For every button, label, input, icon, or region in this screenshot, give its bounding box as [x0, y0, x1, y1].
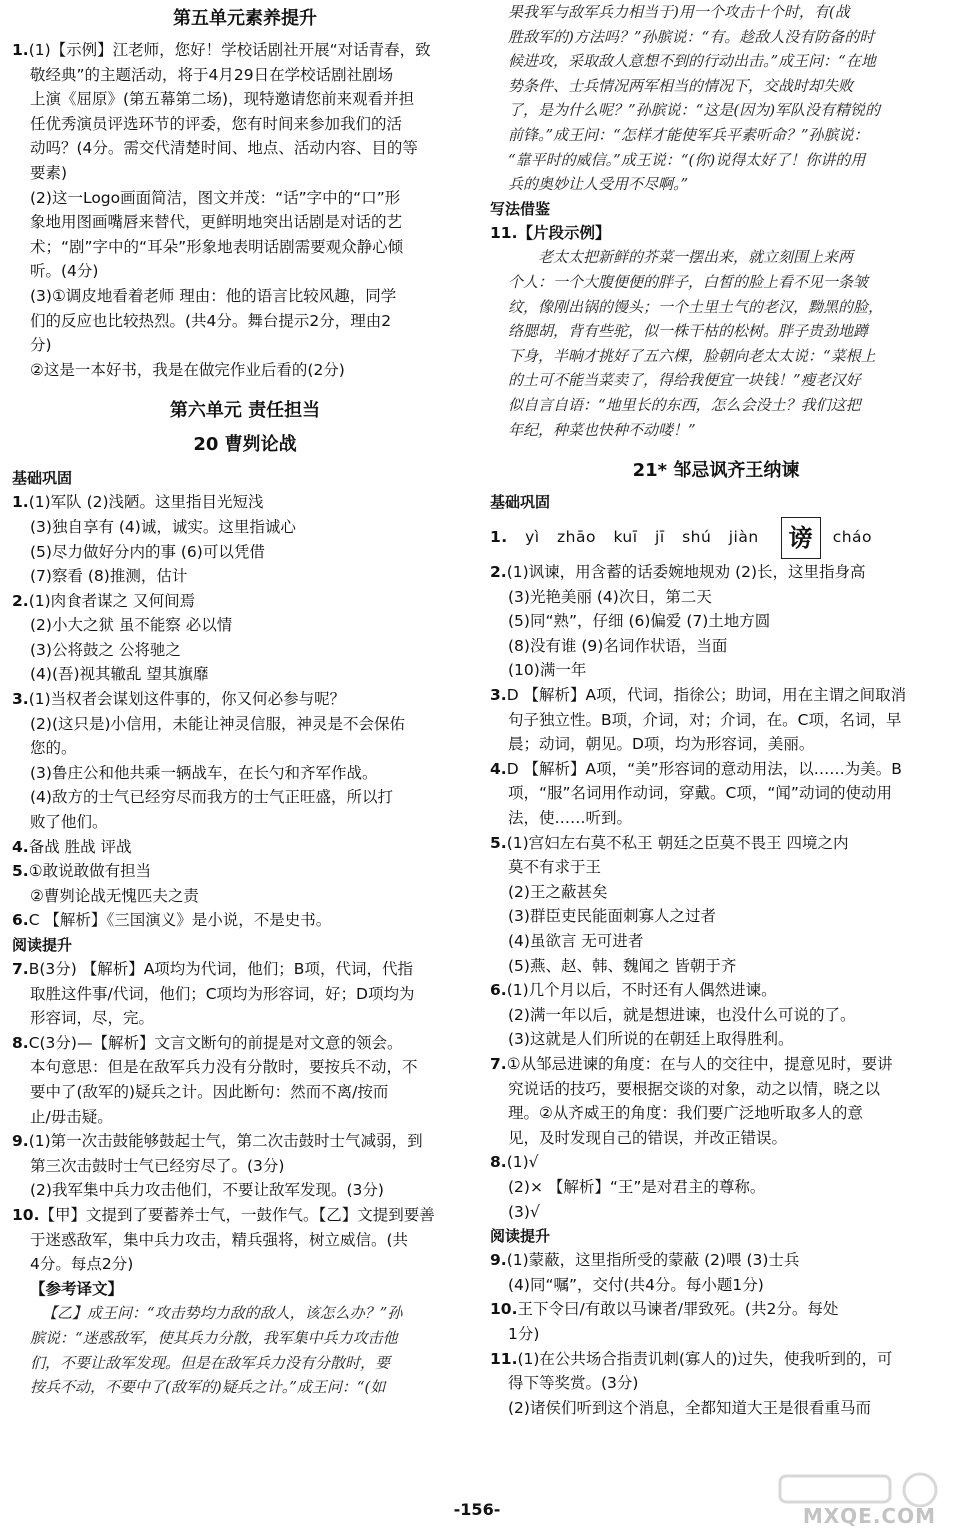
passage-line: 老太太把新鲜的芥菜一摆出来，就立刻围上来两 — [538, 248, 854, 267]
section-reading: 阅读提升 — [490, 1227, 551, 1246]
answer-line: C 【解析】《三国演义》是小说，不是史书。 — [28, 911, 332, 930]
answer-line: (4)虽欲言 无可进者 — [508, 932, 644, 950]
unit6-title: 第六单元 责任担当 — [169, 400, 321, 422]
question-first-line — [490, 560, 942, 585]
answer-line: (1)讽谏，用含蓄的话委婉地规劝 (2)长，这里指身高 — [506, 563, 866, 582]
translation-line: 胜敌军的)方法吗？”孙膑说：“有。趁敌人没有防备的时 — [508, 27, 875, 46]
translation-line: 兵的奥妙让人受用不尽啊。” — [508, 175, 689, 194]
answer-line: 形容词，尽，完。 — [30, 1009, 155, 1028]
answer-line: 动吗？(4分。需交代清楚时间、地点、活动内容、目的等 — [30, 139, 418, 158]
boxed-character: 谤 — [781, 517, 821, 559]
question-first-line — [12, 908, 478, 933]
question-item — [490, 560, 942, 683]
page-number: -156- — [453, 1500, 501, 1519]
answer-line: (3)群臣吏民能面刺寡人之过者 — [508, 907, 716, 926]
answer-line: (1)军队 (2)浅陋。这里指目光短浅 — [28, 493, 264, 512]
pinyin: shú — [682, 528, 712, 547]
answer-line: 们的反应也比较热烈。(共4分。舞台提示2分，理由2 — [30, 311, 392, 330]
question-item — [12, 859, 478, 908]
question-number: 4. — [12, 837, 29, 856]
answer-line: (2)这一Logo画面简洁，图文并茂：“话”字中的“口”形 — [30, 188, 401, 207]
answer-line: 听。(4分) — [30, 262, 99, 281]
answer-line: 术；“剧”字中的“耳朵”形象地表明话剧需要观众静心倾 — [30, 237, 404, 256]
answer-line: 备战 胜战 评战 — [28, 837, 132, 856]
question-item — [12, 1203, 478, 1277]
left-reading-list — [12, 957, 478, 1277]
translation-line: 了，是为什么呢？”孙膑说：“这是(因为)军队没有精锐的 — [508, 101, 881, 120]
answer-line: (5)燕、赵、韩、魏闻之 皆朝于齐 — [508, 956, 737, 975]
answer-line: (8)没有谁 (9)名词作状语，当面 — [508, 636, 728, 655]
answer-line: 上演《屈原》(第五幕第二场)，现特邀请您前来观看并担 — [30, 90, 415, 109]
question-first-line — [490, 1297, 942, 1322]
answer-line: (1)【示例】江老师，您好！学校话剧社开展“对话青春，致 — [28, 41, 431, 59]
translation-line: 【乙】成王问：“攻击势均力敌的敌人，该怎么办？”孙 — [42, 1304, 403, 1323]
question-first-line — [12, 859, 478, 884]
answer-line: 究说话的技巧，要根据交谈的对象，动之以情，晓之以 — [508, 1079, 881, 1098]
question-first-line — [12, 589, 478, 614]
question-number: 3. — [12, 690, 29, 709]
lesson20-title: 20 曹刿论战 — [193, 434, 297, 456]
answer-line: ①从邹忌进谏的角度：在与人的交往中，提意见时，要讲 — [506, 1054, 893, 1073]
answer-line: (4)敌方的士气已经穷尽而我方的士气正旺盛，所以打 — [30, 788, 393, 807]
question-first-line — [490, 757, 942, 782]
reference-translation-title: 【参考译文】 — [30, 1279, 124, 1298]
left-basic-list — [12, 490, 478, 933]
answer-line: 得下等奖赏。(3分) — [508, 1374, 639, 1393]
answer-line: 要中了(敌军的)疑兵之计。因此断句：然而不离/按而 — [30, 1082, 389, 1101]
answer-line: (4)(吾)视其辙乱 望其旗靡 — [30, 665, 209, 684]
question-number: 9. — [12, 1132, 29, 1151]
answer-line: 王下令曰/有敢以马谏者/罪致死。(共2分。每处 — [517, 1300, 839, 1319]
question-first-line — [490, 831, 942, 856]
translation-line: 果我军与敌军兵力相当于)用一个攻击十个时，有(战 — [508, 3, 850, 21]
answer-line: (5)尽力做好分内的事 (6)可以凭借 — [30, 542, 265, 561]
question-number: 8. — [490, 1153, 507, 1172]
answer-line: 见，及时发现自己的错误，并改正错误。 — [508, 1128, 788, 1147]
answer-line: 第三次击鼓时士气已经穷尽了。(3分) — [30, 1156, 285, 1175]
answer-line: (1)√ — [506, 1153, 539, 1172]
question-number: 7. — [490, 1054, 507, 1073]
passage-line: 的土可不能当菜卖了，得给我便宜一块钱！”瘦老汉好 — [508, 371, 861, 390]
question-item — [490, 683, 942, 757]
answer-line: 句子独立性。B项，介词，对；介词，在。C项，名词，早 — [508, 710, 902, 729]
question-item — [490, 1347, 942, 1421]
question-item — [490, 1248, 942, 1297]
answer-line: (3)①调皮地看着老师 理由：他的语言比较风趣，同学 — [30, 286, 397, 305]
translation-line: 按兵不动，不要中了(敌军的)疑兵之计。”成王问：“(如 — [30, 1378, 386, 1397]
answer-line: (3)鲁庄公和他共乘一辆战车，在长勺和齐军作战。 — [30, 763, 378, 782]
right-basic-list — [490, 560, 942, 1224]
answer-line: (1)当权者会谋划这件事的，你又何必参与呢？ — [28, 690, 346, 709]
answer-line: ①敢说敢做有担当 — [28, 862, 152, 881]
right-column — [490, 0, 942, 1420]
answer-line: C(3分)—【解析】文言文断句的前提是对文意的领会。 — [28, 1033, 403, 1052]
question-number: 2. — [12, 591, 29, 610]
answer-line: 取胜这件事/代词，他们；C项均为形容词，好；D项均为 — [30, 984, 415, 1003]
question-number: 4. — [490, 759, 507, 778]
question-first-line — [490, 1248, 942, 1273]
lesson21-title: 21* 邹忌讽齐王纳谏 — [632, 460, 800, 482]
pinyin: jiàn — [728, 528, 759, 547]
answer-line: B(3分) 【解析】A项均为代词，他们；B项，代词，代指 — [28, 960, 413, 978]
answer-line: 您的。 — [30, 739, 77, 758]
answer-line: 分) — [30, 336, 52, 355]
question-item — [490, 757, 942, 831]
question-number: 2. — [490, 563, 507, 582]
answer-line: 理。②从齐威王的角度：我们要广泛地听取多人的意 — [508, 1104, 863, 1123]
question-first-line — [12, 1031, 478, 1056]
question-number: 10. — [12, 1205, 40, 1224]
answer-line: (1)蒙蔽，这里指所受的蒙蔽 (2)喂 (3)士兵 — [506, 1251, 800, 1270]
translation-line: 候进攻，采取敌人意想不到的行动出击。”成王问：“在地 — [508, 52, 876, 71]
question-number: 1. — [490, 528, 508, 547]
question-item — [12, 957, 478, 1031]
answer-line: (3)这就是人们所说的在朝廷上取得胜利。 — [508, 1030, 794, 1049]
question-first-line — [490, 1150, 942, 1175]
answer-line: 于迷惑敌军，集中兵力攻击，精兵强将，树立威信。(共 — [30, 1230, 409, 1249]
question-item — [490, 1150, 942, 1224]
question-item — [12, 1031, 478, 1129]
answer-line: 任优秀演员评选环节的评委，您有时间来参加我们的活 — [30, 114, 403, 133]
question-number: 5. — [490, 833, 507, 852]
answer-line: 4分。每点2分) — [30, 1255, 134, 1274]
question-first-line — [490, 978, 942, 1003]
answer-line: 项，“服”名词用作动词，穿戴。C项，“闻”动词的使动用 — [508, 784, 892, 803]
question-number: 6. — [490, 981, 507, 1000]
question-number: 10. — [490, 1300, 518, 1319]
pinyin: jī — [655, 528, 665, 547]
answer-line: 象地用图画嘴唇来替代，更鲜明地突出话剧是对话的艺 — [30, 213, 403, 232]
question-item — [490, 1297, 942, 1346]
translation-continued — [490, 0, 942, 197]
section-writing: 写法借鉴 — [490, 199, 551, 218]
answer-line: (2)× 【解析】“王”是对君主的尊称。 — [508, 1177, 766, 1196]
question-item — [490, 1052, 942, 1150]
answer-line: ②曹刿论战无愧匹夫之责 — [30, 886, 199, 905]
passage-line: 下身，半晌才挑好了五六棵，脸朝向老太太说：“菜根上 — [508, 346, 876, 365]
answer-line: 莫不有求于王 — [508, 858, 602, 877]
answer-line: 本句意思：但是在敌军兵力没有分散时，要按兵不动，不 — [30, 1058, 418, 1077]
question-item — [12, 1129, 478, 1203]
answer-line: (2)王之蔽甚矣 — [508, 882, 608, 901]
answer-line: (4)同“嘱”，交付(共4分。每小题1分) — [508, 1275, 764, 1294]
q11-label: 11.【片段示例】 — [490, 223, 611, 242]
section-basic: 基础巩固 — [12, 469, 73, 488]
answer-line: 要素) — [30, 163, 68, 182]
translation-line: 势条件、士兵情况两军相当的情况下，交战时却失败 — [508, 76, 854, 95]
answer-line: 1分) — [508, 1324, 540, 1343]
question-number: 6. — [12, 911, 29, 930]
pinyin: zhāo — [557, 528, 596, 547]
translation-line: 们，不要让敌军发现。但是在敌军兵力没有分散时，要 — [30, 1353, 391, 1372]
question-number: 1. — [12, 41, 29, 59]
answer-line: 敬经典”的主题活动，将于4月29日在学校话剧社剧场 — [30, 65, 394, 84]
answer-line: (2)小大之狱 虽不能察 必以情 — [30, 616, 233, 635]
answer-line: (10)满一年 — [508, 661, 587, 680]
question-item — [12, 908, 478, 933]
question-first-line — [12, 957, 478, 982]
question-number: 8. — [12, 1033, 29, 1052]
answer-line: ②这是一本好书，我是在做完作业后看的(2分) — [30, 360, 345, 379]
question-item — [490, 978, 942, 1052]
question-item — [12, 835, 478, 860]
passage-line: 个人：一个大腹便便的胖子，白皙的脸上看不见一条皱 — [508, 272, 869, 291]
question-item — [12, 490, 478, 588]
answer-line: (3)√ — [508, 1202, 540, 1221]
answer-line: D 【解析】A项，代词，指徐公；助词，用在主谓之间取消 — [506, 686, 907, 705]
answer-line: (3)公将鼓之 公将驰之 — [30, 640, 181, 659]
translation-line: 前锋。”成王问：“怎样才能使军兵平素听命？”孙膑说： — [508, 125, 869, 144]
question-number: 3. — [490, 686, 507, 705]
answer-line: 止/毋击疑。 — [30, 1107, 113, 1126]
answer-line: 【甲】文提到了要蓄养士气，一鼓作气。【乙】文提到要善 — [39, 1205, 435, 1224]
question-number: 11. — [490, 1349, 518, 1368]
reference-translation — [12, 1301, 478, 1399]
answer-line: (1)肉食者谋之 又何间焉 — [28, 591, 196, 610]
answer-line: 败了他们。 — [30, 813, 108, 832]
answer-line: (2)我军集中兵力攻击他们，不要让敌军发现。(3分) — [30, 1181, 384, 1200]
question-first-line — [12, 687, 478, 712]
question-first-line — [490, 1347, 942, 1372]
pinyin: cháo — [832, 528, 873, 547]
answer-line: (1)在公共场合指责讥刺(寡人的)过失，使我听到的，可 — [517, 1349, 893, 1368]
section-basic: 基础巩固 — [490, 493, 551, 512]
translation-line: 膑说：“迷惑敌军，使其兵力分散，我军集中兵力攻击他 — [30, 1328, 398, 1347]
unit5-q1 — [12, 38, 478, 382]
question-number: 1. — [12, 493, 29, 512]
answer-line: (3)光艳美丽 (4)次日，第二天 — [508, 587, 712, 606]
section-reading: 阅读提升 — [12, 936, 73, 954]
answer-line: (3)独自享有 (4)诚，诚实。这里指诚心 — [30, 517, 296, 536]
question-number: 9. — [490, 1251, 507, 1270]
answer-line: (5)同“熟”，仔细 (6)偏爱 (7)土地方圆 — [508, 612, 771, 631]
question-first-line — [490, 683, 942, 708]
pinyin: yì — [525, 528, 540, 547]
question-first-line — [12, 1129, 478, 1154]
answer-line: (1)几个月以后，不时还有人偶然进谏。 — [506, 981, 777, 1000]
answer-line: 法，使……听到。 — [508, 809, 633, 828]
passage-line: 似自言自语：“地里长的东西，怎么会没土？我们这把 — [508, 395, 861, 414]
answer-line: (7)察看 (8)推测，估计 — [30, 567, 188, 586]
answer-line: D 【解析】A项，“美”形容词的意动用法，以……为美。B — [506, 759, 902, 778]
left-column — [12, 0, 478, 1400]
question-number: 5. — [12, 862, 29, 881]
translation-line: “靠平时的威信。”成王说：“(你)说得太好了！你讲的用 — [508, 150, 866, 169]
right-reading-list — [490, 1248, 942, 1420]
question-first-line — [12, 1203, 478, 1228]
pinyin-row — [490, 514, 942, 560]
answer-line: (2)满一年以后，就是想进谏，也没什么可说的了。 — [508, 1005, 856, 1024]
passage-line: 年纪，种菜也快种不动喽！” — [508, 420, 696, 439]
passage-line: 纹，像刚出锅的馒头；一个土里土气的老汉，黝黑的脸， — [508, 297, 884, 316]
q11-passage — [490, 245, 942, 442]
question-first-line — [12, 490, 478, 515]
question-first-line — [12, 835, 478, 860]
pinyin: kuī — [613, 528, 638, 547]
answer-line: (2)诸侯们听到这个消息，全都知道大王是很看重马而 — [508, 1398, 871, 1417]
answer-line: 晨；动词，朝见。D项，均为形容词，美丽。 — [508, 735, 815, 754]
unit5-title: 第五单元素养提升 — [173, 8, 317, 29]
passage-line: 络腮胡，背有些驼，似一株干枯的松树。胖子贵劲地蹲 — [508, 322, 869, 341]
question-item — [12, 589, 478, 687]
question-item — [12, 687, 478, 835]
answer-line: (1)第一次击鼓能够鼓起士气，第二次击鼓时士气减弱，到 — [28, 1132, 423, 1151]
answer-line: (2)(这只是)小信用，未能让神灵信服，神灵是不会保佑 — [30, 714, 406, 733]
question-first-line — [490, 1052, 942, 1077]
watermark-text: MXQE.COM — [802, 1504, 936, 1528]
answer-line: (1)宫妇左右莫不私王 朝廷之臣莫不畏王 四境之内 — [506, 833, 849, 852]
question-item — [490, 831, 942, 979]
question-number: 7. — [12, 960, 29, 978]
